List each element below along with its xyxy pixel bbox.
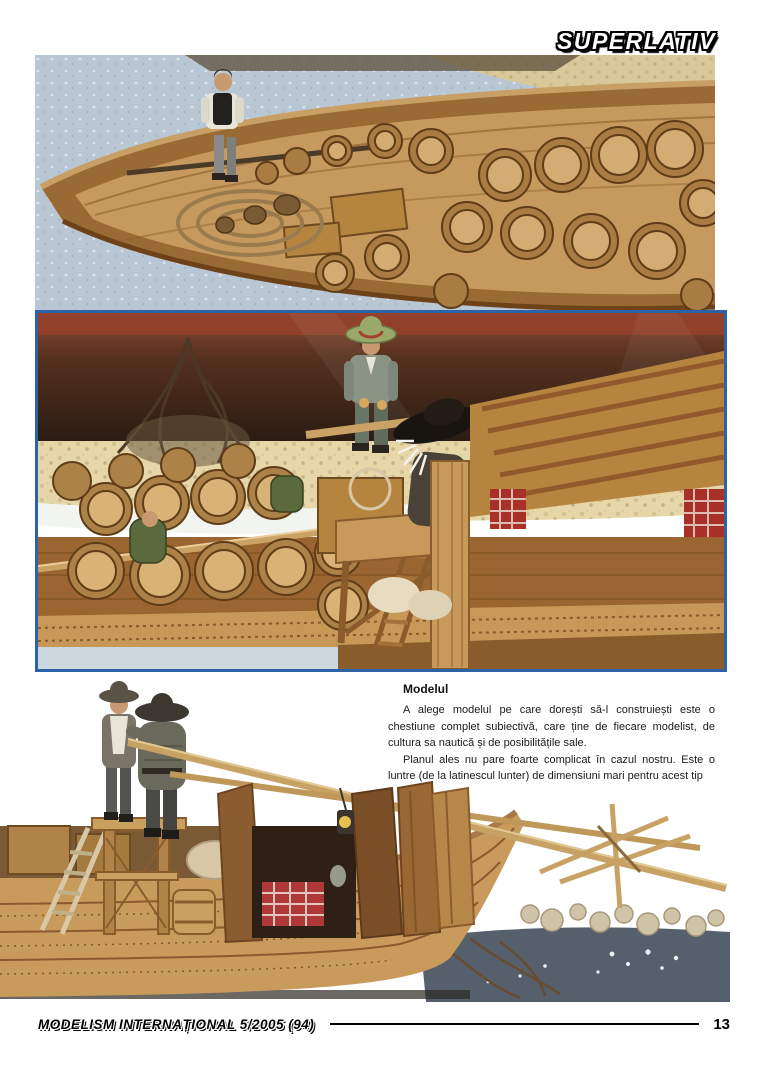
footer-rule: [330, 1023, 699, 1025]
rubric-title: SUPERLATIV: [557, 28, 716, 54]
journal-title: MODELISM INTERNAȚIONAL 5/2005 (94): [38, 1016, 315, 1032]
page-number: 13: [713, 1015, 730, 1033]
figure-pair: [99, 681, 189, 839]
plaid-bed: [262, 882, 324, 926]
luntre-illustration: [0, 676, 730, 1006]
page-footer: [38, 1012, 730, 1036]
article-paragraph-1: A alege modelul pe care dorești să-l construiești este o chestiune complet subiectivă, care ține de fiecare modelist, de cultura sa nautică și de posibilitățile sale.: [388, 704, 715, 749]
boat-overview-photo: [35, 55, 715, 310]
article-heading: Modelul: [403, 682, 449, 696]
luntre-cutout-photo: [0, 676, 730, 1006]
boat-overview-illustration: [35, 55, 715, 310]
article-paragraph-2: Planul ales nu pare foarte complicat în cazul nostru. Este o luntre (de la latinescul lunter) de dimensiuni mari pentru acest tip: [388, 753, 715, 782]
diorama-illustration: [38, 313, 724, 669]
diorama-case-photo: [35, 310, 727, 672]
